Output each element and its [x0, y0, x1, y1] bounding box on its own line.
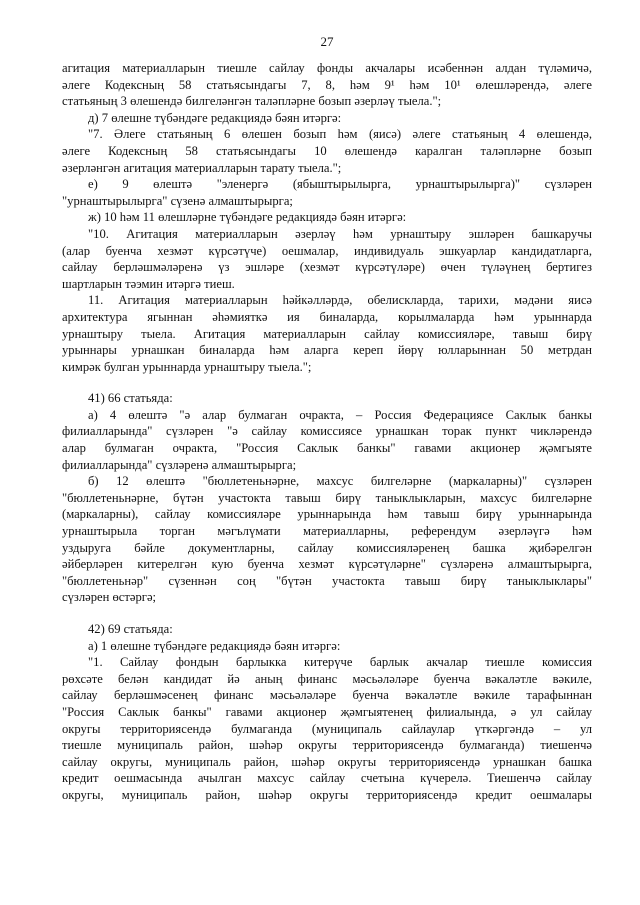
- text-line: рөхсәте белән кандидат йә аның финанс мәсьәләләре буенча вәкаләтле вәкиле,: [62, 671, 592, 686]
- text-line: филиалларында" сүзләрен "ә сайлау комиссиясе урнашкан торак пункт чикләрендә: [62, 424, 592, 439]
- text-line: 11. Агитация материалларын һәйкәлләрдә, обелискларда, тарихи, мәдәни яисә: [88, 293, 592, 308]
- text-line: сайлау округы, муниципаль район, шәһәр округы территориясендә урнашкан башка: [62, 754, 592, 769]
- text-line: (алар буенча хезмәт күрсәтүче) оешмалар, индивидуаль эшкуарлар кандидатларга,: [62, 243, 592, 258]
- text-line: сайлау берләшмәләренә үз эшләре (хезмәт күрсәтүләре) өчен түләүнең бертигез: [62, 260, 592, 275]
- text-line: архитектура ягыннан әһәмияткә ия биналарда, корылмаларда һәм урыннарда: [62, 309, 592, 324]
- text-line: алар булмаган очракта, "Россия Саклык банкы" гавами акционер җәмгыяте: [62, 441, 592, 456]
- text-line: кимрәк булган урыннарда урнаштыру тыела.";: [62, 359, 312, 374]
- paragraph-gap: [62, 375, 592, 390]
- text-line: тиешле муниципаль район, шәһәр округы территориясендә булмаганда) тиешенчә: [62, 738, 592, 753]
- text-line: агитация материалларын тиешле сайлау фонды акчалары исәбеннән алдан түләмичә,: [62, 61, 592, 75]
- text-line: сүзләрен өстәргә;: [62, 590, 157, 605]
- text-line: уздыруга бәйле документларны, сайлау комиссияләренең башка җибәрелгән: [62, 540, 592, 555]
- text-line: урнаштыру тыела. Агитация материалларын сайлау комиссияләре, тавыш бирү: [62, 326, 592, 341]
- text-line: "урнаштырылырга" сүзенә алмаштырырга;: [62, 193, 293, 208]
- text-line: "бюллетеньнәр" сүзеннән соң "бүтән участокта тавыш бирү таныклыклары": [62, 573, 592, 588]
- text-line: "1. Сайлау фондын барлыкка китерүче барлык акчалар тиешле комиссия: [88, 655, 592, 670]
- text-line: д) 7 өлешне түбәндәге редакциядә бәян итәргә:: [88, 110, 342, 125]
- page-number: 27: [320, 34, 334, 49]
- text-line: (маркаларны), сайлау комиссияләре урыннарында һәм тавыш бирү урыннарында: [62, 507, 592, 522]
- text-line: "Россия Саклык банкы" гавами акционер җәмгыятенең филиалында, ә ул сайлау: [62, 704, 592, 719]
- text-line: әлеге Кодексның 58 статьясындагы 10 өлешендә каралган таләпләрне бозып: [62, 143, 592, 158]
- text-line: а) 1 өлешне түбәндәге редакциядә бәян итәргә:: [88, 638, 341, 653]
- text-line: әйберләрен китерелгән кую буенча хезмәт күрсәтүләрне" сүзләренә алмаштырырга,: [62, 557, 592, 572]
- text-line: ж) 10 һәм 11 өлешләрне түбәндәге редакциядә бәян итәргә:: [88, 210, 407, 225]
- text-line: "10. Агитация материалларын әзерләү һәм урнаштыру эшләрен башкаручы: [88, 226, 592, 241]
- text-line: е) 9 өлештә "эленергә (ябыштырылырга, урнаштырылырга)" сүзләрен: [88, 177, 592, 192]
- text-line: филиалларында" сүзләренә алмаштырырга;: [62, 457, 297, 472]
- text-line: урыннары урнашкан биналарда һәм аларга кереп йөрү юлларыннан 50 метрдан: [62, 343, 592, 358]
- text-line: әзерләнгән агитация материалларын тарату тыела.";: [62, 160, 342, 175]
- text-line: шартларын тәэмин итәргә тиеш.: [62, 276, 235, 291]
- text-line: округы, муниципаль район, шәһәр округы территориясендә кредит оешмалары: [62, 787, 592, 802]
- text-line: 41) 66 статьяда:: [88, 391, 173, 406]
- text-line: әлеге Кодексның 58 статьясындагы 7, 8, һәм 9¹ һәм 10¹ өлешләрендә, әлеге: [62, 77, 592, 92]
- text-line: а) 4 өлештә "ә алар булмаган очракта, – Россия Федерациясе Саклык банкы: [88, 407, 592, 422]
- text-line: сайлау берләшмәсенең финанс мәсьәләләре буенча вәкаләтле вәкиле тарафыннан: [62, 688, 592, 703]
- text-line: "бюллетеньнәрне, бүтән участокта тавыш бирү таныклыкларын, махсус билгеләрне: [62, 490, 592, 505]
- text-line: б) 12 өлештә "бюллетеньнәрне, махсус билгеләрне (маркаларны)" сүзләрен: [88, 474, 592, 489]
- text-line: кредит оешмасында ачылган махсус сайлау счетына күчерелә. Тиешенчә сайлау: [62, 771, 592, 786]
- text-line: 42) 69 статьяда:: [88, 622, 173, 636]
- text-line: "7. Әлеге статьяның 6 өлешен бозып һәм (яисә) әлеге статьяның 4 өлешендә,: [88, 127, 592, 142]
- text-line: округы территориясендә булмаганда (муниципаль сайлаулар үткәргәндә – ул: [62, 721, 592, 736]
- text-line: статьяның 3 өлешендә билгеләнгән таләпләрне бозып әзерләү тыела.";: [62, 94, 442, 109]
- paragraph-gap: [62, 606, 592, 621]
- body-text: [62, 60, 592, 804]
- text-line: урнаштырыла торган мәгълүмати материалларны, референдум әзерләүгә һәм: [62, 524, 592, 539]
